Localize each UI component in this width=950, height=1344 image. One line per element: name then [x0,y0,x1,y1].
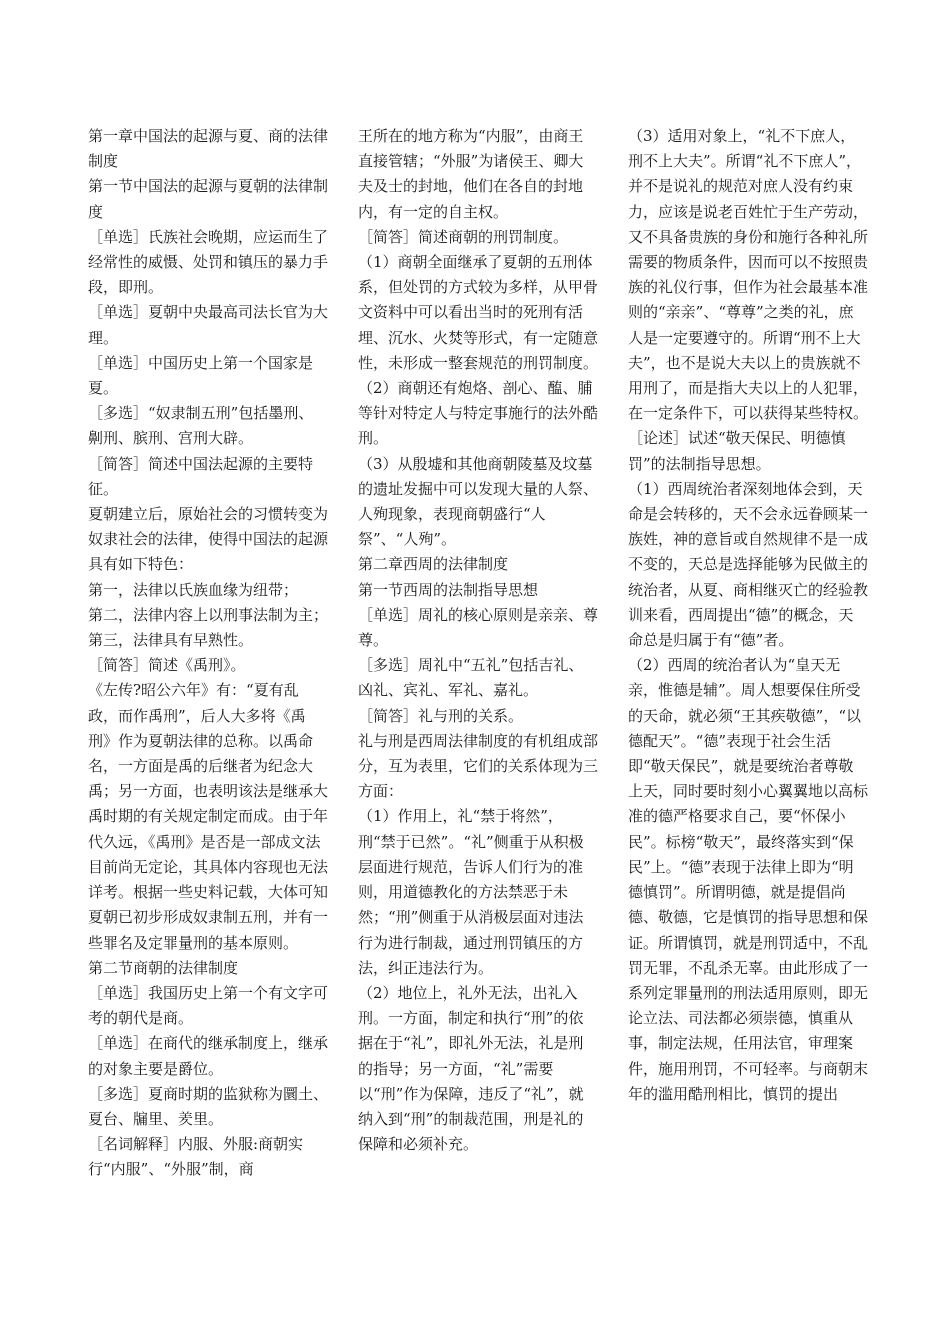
paragraph: （1）作用上，礼“禁于将然”，刑“禁于已然”。“礼”侧重于从积极层面进行规范，告诉人们行为的准则，用道德教化的方法禁恶于未然；“刑”侧重于从消极层面对违法行为进行制裁，通过刑罚镇压的方法，纠正违法行为。 [358,807,584,977]
paragraph: 礼与刑是西周法律制度的有机组成部分，互为表里，它们的关系体现为三方面： [358,731,599,801]
paragraph: （2）地位上，礼外无法，出礼入刑。一方面，制定和执行“刑”的依据在于“礼”，即礼外无法，礼是刑的指导；另一方面，“礼”需要以“刑”作为保障，违反了“礼”，就纳入到“刑”的制裁范围，刑是礼的保障和必须补充。 [358,983,584,1154]
paragraph: ［多选］夏商时期的监狱称为圜土、夏台、牖里、羑里。 [88,1084,329,1128]
paragraph: （3）从殷墟和其他商朝陵墓及坟墓的遗址发掘中可以发现大量的人祭、人殉现象，表现商朝盛行“人祭”、“人殉”。 [358,454,599,549]
paragraph: ［单选］在商代的继承制度上，继承的对象主要是爵位。 [88,1034,329,1078]
paragraph: ［名词解释］内服、外服:商朝实行“内服”、“外服”制，商 [88,1135,304,1179]
paragraph: （3）适用对象上，“礼不下庶人，刑不上大夫”。所谓“礼不下庶人”，并不是说礼的规范对庶人没有约束力，应该是说老百姓忙于生产劳动，又不具备贵族的身份和施行各种礼所需要的物质条件，因而可以不按照贵族的礼仪行事，但作为社会最基本准则的“亲亲”、“尊尊”之类的礼，庶人是一定要遵守的。所谓“刑不上大夫”，也不是说大夫以上的贵族就不用刑了，而是指大夫以上的人犯罪，在一定条件下，可以获得某些特权。 [628,127,869,423]
paragraph: ［单选］我国历史上第一个有文字可考的朝代是商。 [88,983,329,1028]
paragraph: ［单选］中国历史上第一个国家是夏。 [88,353,314,398]
paragraph: ［简答］礼与刑的关系。 [358,706,524,725]
paragraph: ［单选］氏族社会晚期，应运而生了经常性的威慑、处罚和镇压的暴力手段，即刑。 [88,227,329,297]
paragraph: ［简答］简述商朝的刑罚制度。 [358,227,569,246]
text-column-2 [358,124,598,1157]
section-heading: 第一节中国法的起源与夏朝的法律制度 [88,177,329,221]
paragraph: ［简答］简述《禹刑》。 [88,656,246,675]
paragraph: （1）西周统治者深刻地体会到，天命是会转移的，天不会永远眷顾某一族姓，神的意旨或自然规律不是一成不变的，天总是选择能够为民做主的统治者，从夏、商相继灭亡的经验教训来看，西周提出“德”的概念，天命总是归属于有“德”者。 [628,479,869,650]
paragraph: （2）西周的统治者认为“皇天无亲，惟德是辅”。周人想要保住所受的天命，就必须“王其疾敬德”，“以德配天”。“德”表现于社会生活即“敬天保民”，就是要统治者尊敬上天，同时要时刻小心翼翼地以高标准的德严格要求自己，要“怀保小民”。标榜“敬天”，最终落实到“保民”上。“德”表现于法律上即为“明德慎罚”。所谓明德，就是提倡尚德、敬德，它是慎罚的指导思想和保证。所谓慎罚，就是刑罚适中，不乱罚无罪，不乱杀无辜。由此形成了一系列定罪量刑的刑法适用原则，即无论立法、司法都必须崇德，慎重从事，制定法规，任用法官，审理案件，施用刑罚，不可轻率。与商朝末年的滥用酷刑相比，慎罚的提出 [628,656,869,1103]
paragraph: 夏朝建立后，原始社会的习惯转变为奴隶社会的法律，使得中国法的起源具有如下特色： [88,505,329,574]
paragraph: 《左传?昭公六年》有：“夏有乱政，而作禹刑”，后人大多将《禹刑》作为夏朝法律的总称。以禹命名，一方面是禹的后继者为纪念大禹；另一方面，也表明该法是继承大禹时期的有关规定制定而成。由于年代久远，《禹刑》是否是一部成文法目前尚无定论，其具体内容现也无法详考。根据一些史料记载，大体可知夏朝已初步形成奴隶制五刑，并有一些罪名及定罪量刑的基本原则。 [88,681,329,952]
text-column-1 [88,124,328,1183]
paragraph: ［单选］周礼的核心原则是亲亲、尊尊。 [358,605,599,650]
paragraph: ［单选］夏朝中央最高司法长官为大理。 [88,303,329,347]
paragraph: 第二，法律内容上以刑事法制为主； [88,605,329,624]
paragraph: ［简答］简述中国法起源的主要特征。 [88,454,314,498]
chapter-heading: 第一章中国法的起源与夏、商的法律制度 [88,127,329,171]
section-heading: 第二节商朝的法律制度 [88,958,239,977]
paragraph: 王所在的地方称为“内服”，由商王直接管辖；“外服”为诸侯王、卿大夫及士的封地，他们在各自的封地内，有一定的自主权。 [358,127,584,221]
paragraph: （2）商朝还有炮烙、剖心、醢、脯等针对特定人与特定事施行的法外酷刑。 [358,379,599,448]
paragraph: 第三，法律具有早熟性。 [88,631,254,650]
paragraph: ［多选］“奴隶制五刑”包括墨刑、劓刑、膑刑、宫刑大辟。 [88,404,314,448]
paragraph: 第一，法律以氏族血缘为纽带； [88,580,299,599]
paragraph: ［多选］周礼中“五礼”包括吉礼、凶礼、宾礼、军礼、嘉礼。 [358,656,584,700]
section-heading: 第一节西周的法制指导思想 [358,580,539,599]
chapter-heading: 第二章西周的法律制度 [358,555,509,574]
paragraph: （1）商朝全面继承了夏朝的五刑体系，但处罚的方式较为多样，从甲骨文资料中可以看出当时的死刑有活埋、沉水、火焚等形式，有一定随意性，未形成一整套规范的刑罚制度。 [358,253,599,372]
text-column-3 [628,124,868,1107]
paragraph: ［论述］试述“敬天保民、明德慎罚”的法制指导思想。 [628,429,846,473]
